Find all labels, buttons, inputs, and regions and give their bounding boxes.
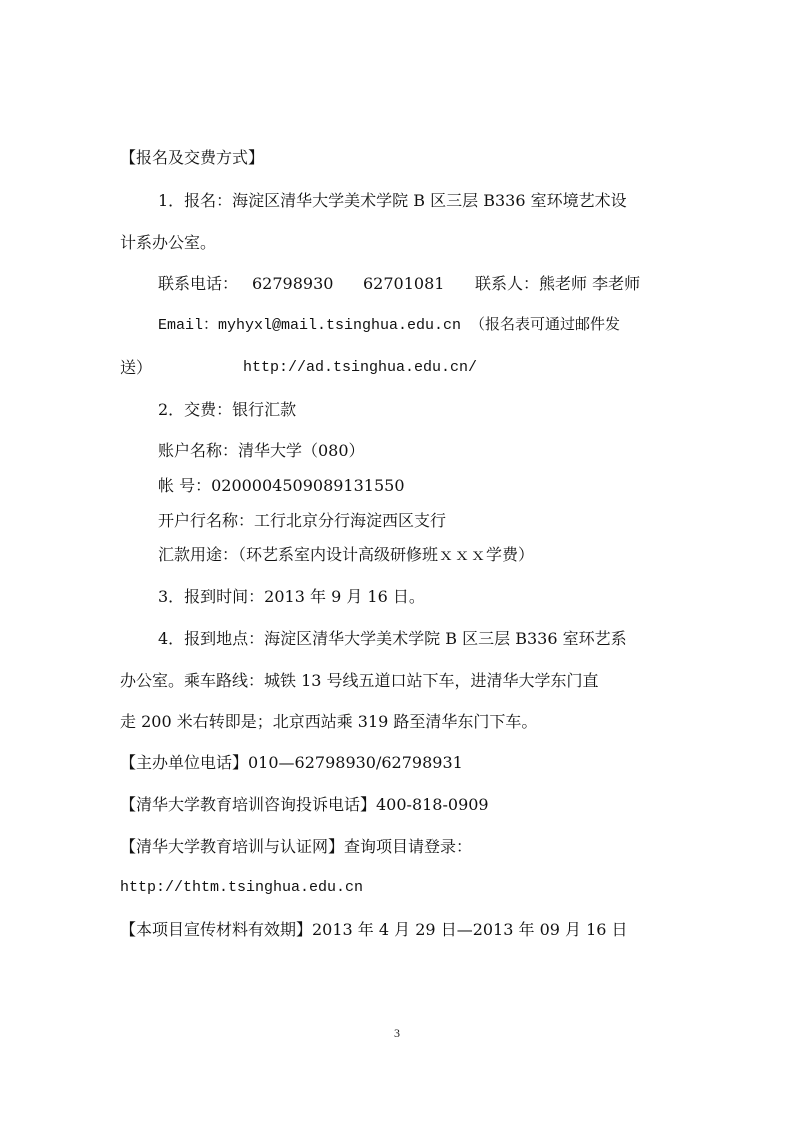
item4-location-line3: 走 200 米右转即是；北京西站乘 319 路至清华东门下车。	[120, 712, 538, 731]
section-heading-registration: 【报名及交费方式】	[120, 148, 265, 167]
item1-registration-line2: 计系办公室。	[120, 233, 217, 252]
contact-phone2: 62701081	[363, 274, 445, 293]
item4-location-line1: 4．报到地点：海淀区清华大学美术学院 B 区三层 B336 室环艺系	[158, 629, 627, 648]
account-number: 帐 号：0200004509089131550	[158, 476, 405, 495]
bank-name: 开户行名称：工行北京分行海淀西区支行	[158, 511, 447, 530]
contact-phone1: 62798930	[252, 274, 334, 293]
remit-purpose: 汇款用途：（环艺系室内设计高级研修班ｘｘｘ学费）	[158, 545, 535, 564]
item1-registration-line1: 1．报名：海淀区清华大学美术学院 B 区三层 B336 室环境艺术设	[158, 191, 627, 210]
contact-label: 联系电话：	[158, 274, 239, 293]
page-number: 3	[394, 1026, 400, 1040]
account-name: 账户名称：清华大学（080）	[158, 441, 365, 460]
item4-location-line2: 办公室。乘车路线：城铁 13 号线五道口站下车，进清华大学东门直	[120, 671, 599, 690]
complaint-phone: 【清华大学教育培训咨询投诉电话】400-818-0909	[120, 795, 489, 814]
validity-period: 【本项目宣传材料有效期】2013 年 4 月 29 日—2013 年 09 月 16 日	[120, 920, 628, 939]
item2-payment: 2．交费：银行汇款	[158, 400, 297, 419]
cert-site-heading: 【清华大学教育培训与认证网】查询项目请登录：	[120, 837, 473, 856]
website-link[interactable]: http://ad.tsinghua.edu.cn/	[243, 359, 478, 376]
cert-site-url[interactable]: http://thtm.tsinghua.edu.cn	[120, 879, 364, 896]
email-line2-prefix: 送）	[120, 358, 153, 377]
email-line: Email：myhyxl@mail.tsinghua.edu.cn （报名表可通过邮件发	[158, 317, 621, 334]
organizer-phone: 【主办单位电话】010—62798930/62798931	[120, 753, 463, 772]
item3-report-time: 3．报到时间：2013 年 9 月 16 日。	[158, 587, 425, 606]
contact-person: 联系人：熊老师 李老师	[475, 274, 641, 293]
